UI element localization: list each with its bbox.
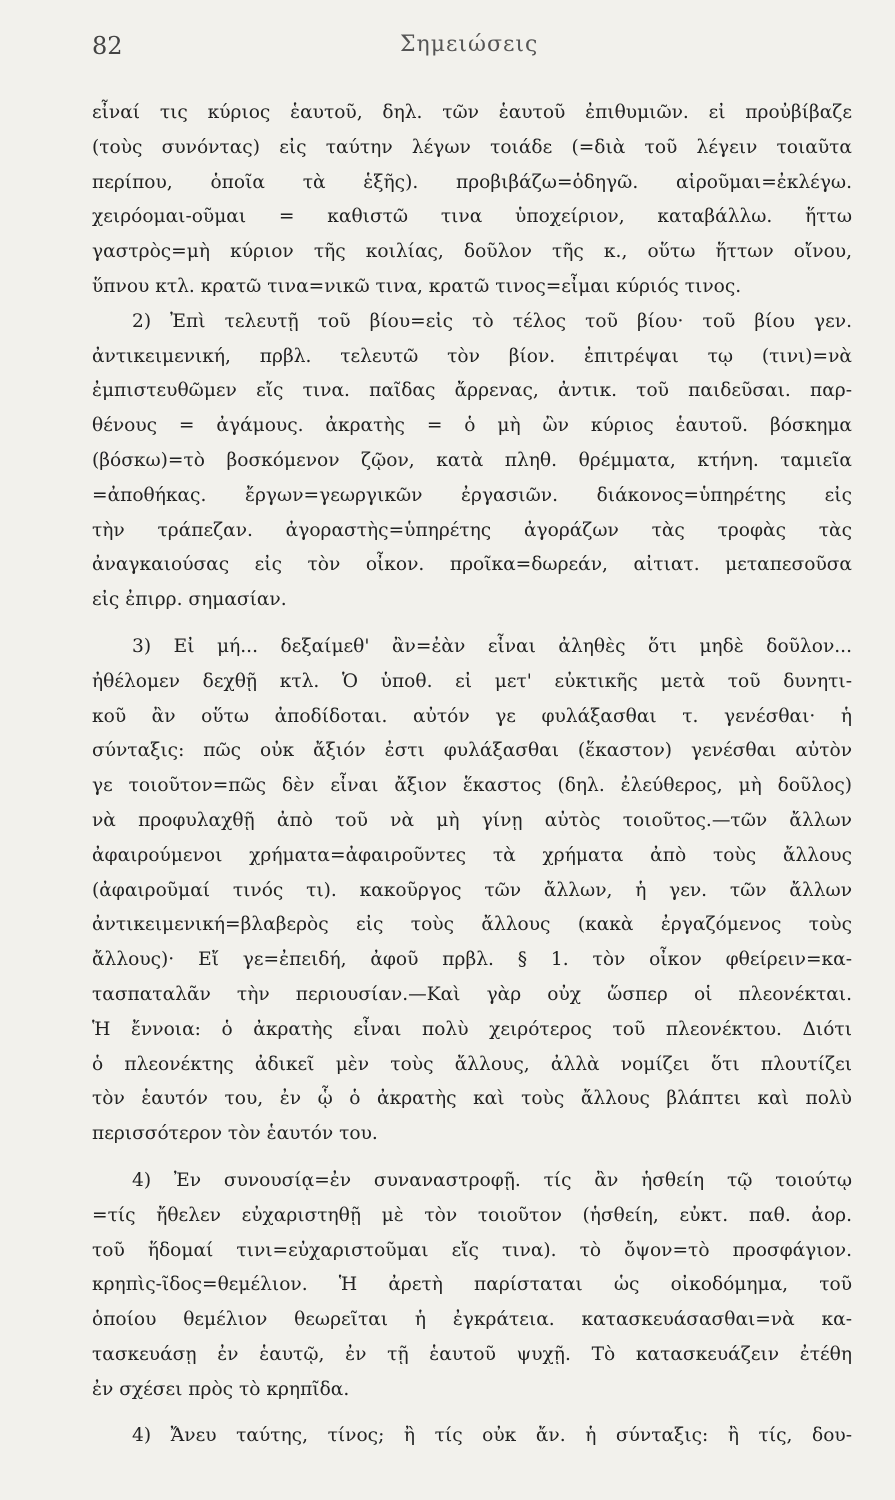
running-title: Σημειώσεις (400, 32, 539, 57)
text-line: Ἡ ἔννοια: ὁ ἀκρατὴς εἶναι πολὺ χειρότερος τοῦ πλεονέκτου. Διότι (92, 1018, 852, 1040)
note-4-heading-line: 4) Ἐν συνουσίᾳ=ἐν συναναστροφῇ. τίς ἂν ἡσθείη τῷ τοιούτῳ (132, 1169, 852, 1191)
text-line: ὁ πλεονέκτης ἀδικεῖ μὲν τοὺς ἄλλους, ἀλλὰ νομίζει ὅτι πλουτίζει (92, 1053, 852, 1075)
text-line: (τοὺς συνόντας) εἰς ταύτην λέγων τοιάδε (=διὰ τοῦ λέγειν τοιαῦτα (92, 136, 852, 158)
text-line: ὕπνου κτλ. κρατῶ τινα=νικῶ τινα, κρατῶ τινος=εἶμαι κύριός τινος. (92, 275, 742, 297)
note-4b-heading-line: 4) Ἄνευ ταύτης, τίνος; ἢ τίς οὐκ ἄν. ἡ σύνταξις: ἢ τίς, δου- (132, 1425, 852, 1447)
text-line: =τίς ἤθελεν εὐχαριστηθῇ μὲ τὸν τοιοῦτον (ἡσθείη, εὐκτ. παθ. ἀορ. (92, 1204, 852, 1226)
text-line: τασκευάσῃ ἐν ἑαυτῷ, ἐν τῇ ἑαυτοῦ ψυχῇ. Τὸ κατασκευάζειν ἐτέθη (92, 1343, 852, 1365)
text-line: κρηπὶς-ῖδος=θεμέλιον. Ἡ ἀρετὴ παρίσταται ὡς οἰκοδόμημα, τοῦ (92, 1274, 852, 1296)
note-2-heading-line: 2) Ἐπὶ τελευτῇ τοῦ βίου=εἰς τὸ τέλος τοῦ βίου· τοῦ βίου γεν. (132, 310, 852, 332)
note-3-heading-line: 3) Εἰ μή... δεξαίμεθ' ἂν=ἐὰν εἶναι ἀληθὲς ὅτι μηδὲ δοῦλον... (132, 635, 852, 657)
text-line: ἀναγκαιούσας εἰς τὸν οἶκον. προῖκα=δωρεάν, αἰτιατ. μεταπεσοῦσα (92, 554, 852, 576)
text-line: σύνταξις: πῶς οὐκ ἄξιόν ἐστι φυλάξασθαι (ἕκαστον) γενέσθαι αὐτὸν (92, 740, 852, 762)
text-line: θένους = ἀγάμους. ἀκρατὴς = ὁ μὴ ὢν κύριος ἑαυτοῦ. βόσκημα (92, 415, 852, 437)
text-line: γαστρὸς=μὴ κύριον τῆς κοιλίας, δοῦλον τῆς κ., οὕτω ἥττων οἴνου, (92, 241, 852, 263)
text-line: εἰς ἐπιρρ. σημασίαν. (92, 589, 287, 611)
text-line: χειρόομαι-οῦμαι = καθιστῶ τινα ὑποχείριον, καταβάλλω. ἥττω (92, 206, 852, 228)
text-line: τὸν ἑαυτόν του, ἐν ᾧ ὁ ἀκρατὴς καὶ τοὺς ἄλλους βλάπτει καὶ πολὺ (92, 1088, 852, 1110)
text-line: εἶναί τις κύριος ἑαυτοῦ, δηλ. τῶν ἑαυτοῦ ἐπιθυμιῶν. εἰ προὐβίβαζε (92, 102, 852, 123)
text-line: ἀντικειμενική=βλαβερὸς εἰς τοὺς ἄλλους (κακὰ ἐργαζόμενος τοὺς (92, 914, 852, 936)
text-line: τοῦ ἥδομαί τινι=εὐχαριστοῦμαι εἴς τινα). τὸ ὄψον=τὸ προσφάγιον. (92, 1239, 852, 1261)
text-line: νὰ προφυλαχθῇ ἀπὸ τοῦ νὰ μὴ γίνῃ αὐτὸς τοιοῦτος.—τῶν ἄλλων (92, 809, 852, 831)
text-line: γε τοιοῦτον=πῶς δὲν εἶναι ἄξιον ἕκαστος (δηλ. ἐλεύθερος, μὴ δοῦλος) (92, 775, 852, 797)
text-line: ἠθέλομεν δεχθῇ κτλ. Ὁ ὑποθ. εἰ μετ' εὐκτικῆς μετὰ τοῦ δυνητι- (92, 670, 852, 692)
text-line: ἐν σχέσει πρὸς τὸ κρηπῖδα. (92, 1378, 350, 1400)
text-line: τὴν τράπεζαν. ἀγοραστὴς=ὑπηρέτης ἀγοράζων τὰς τροφὰς τὰς (92, 519, 852, 541)
text-line: περισσότερον τὸν ἑαυτόν του. (92, 1123, 378, 1145)
text-line: κοῦ ἂν οὕτω ἀποδίδοται. αὐτόν γε φυλάξασθαι τ. γενέσθαι· ἡ (92, 705, 852, 727)
text-line: ἀφαιρούμενοι χρήματα=ἀφαιροῦντες τὰ χρήματα ἀπὸ τοὺς ἄλλους (92, 844, 852, 866)
notes-body (92, 96, 852, 1454)
page-header (0, 32, 895, 62)
text-line: τασπαταλᾶν τὴν περιουσίαν.—Καὶ γὰρ οὐχ ὥσπερ οἱ πλεονέκται. (92, 983, 852, 1005)
page-number: 82 (92, 32, 123, 60)
text-line: ὁποίου θεμέλιον θεωρεῖται ἡ ἐγκράτεια. κατασκευάσασθαι=νὰ κα- (92, 1309, 852, 1331)
text-line: ἄλλους)· Εἴ γε=ἐπειδή, ἀφοῦ πρβλ. § 1. τὸν οἶκον φθείρειν=κα- (92, 949, 852, 971)
text-line: ἀντικειμενική, πρβλ. τελευτῶ τὸν βίον. ἐπιτρέψαι τῳ (τινι)=νὰ (92, 345, 852, 367)
text-line: =ἀποθήκας. ἔργων=γεωργικῶν ἐργασιῶν. διάκονος=ὑπηρέτης εἰς (92, 484, 852, 506)
text-line: (ἀφαιροῦμαί τινός τι). κακοῦργος τῶν ἄλλων, ἡ γεν. τῶν ἄλλων (92, 879, 852, 901)
text-line: περίπου, ὁποῖα τὰ ἑξῆς). προβιβάζω=ὁδηγῶ. αἱροῦμαι=ἐκλέγω. (92, 171, 852, 193)
text-line: (βόσκω)=τὸ βοσκόμενον ζῷον, κατὰ πληθ. θρέμματα, κτήνη. ταμιεῖα (92, 449, 852, 471)
text-line: ἐμπιστευθῶμεν εἴς τινα. παῖδας ἄρρενας, ἀντικ. τοῦ παιδεῦσαι. παρ- (92, 380, 852, 402)
